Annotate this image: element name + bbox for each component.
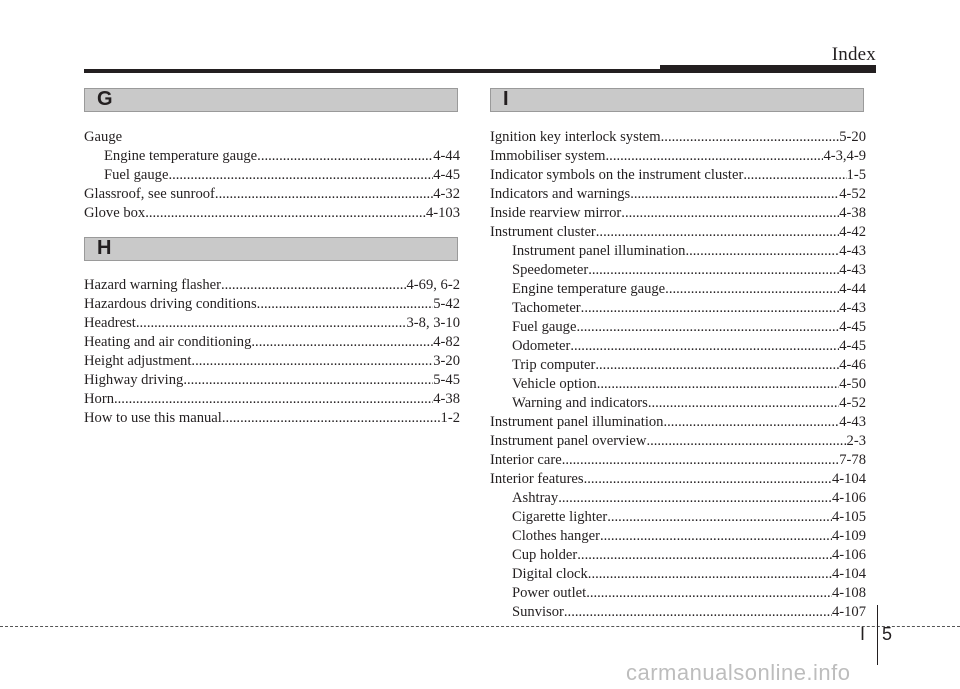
entry-page: 4-45 (839, 319, 866, 335)
index-entry (84, 295, 460, 314)
header-rule-accent (660, 65, 876, 73)
entry-label: Headrest (84, 315, 136, 331)
index-entry (84, 204, 460, 223)
index-entry (490, 128, 866, 147)
entry-page: 4-109 (831, 528, 866, 544)
entry-label: Digital clock (512, 566, 588, 582)
index-entry (512, 527, 866, 546)
entry-page: 4-43 (839, 262, 866, 278)
index-entry (490, 451, 866, 470)
entry-label: Glove box (84, 205, 146, 221)
entry-page: 4-103 (425, 205, 460, 221)
entry-page: 4-43 (839, 414, 866, 430)
entry-page: 4-3,4-9 (823, 148, 866, 164)
index-entry (490, 432, 866, 451)
entry-page: 4-107 (831, 604, 866, 620)
index-entry (490, 166, 866, 185)
entry-page: 4-104 (831, 566, 866, 582)
entry-page: 1-2 (440, 410, 460, 426)
section-header-h (84, 237, 458, 261)
entry-label: Ashtray (512, 490, 559, 506)
entry-label: Clothes hanger (512, 528, 600, 544)
index-entry (512, 356, 866, 375)
entry-label: Hazardous driving conditions (84, 296, 257, 312)
index-entry (512, 280, 866, 299)
entry-page: 4-38 (839, 205, 866, 221)
entry-page: 4-50 (839, 376, 866, 392)
index-entry (84, 390, 460, 409)
index-entry (84, 314, 460, 333)
page-number: 5 (882, 624, 893, 644)
entry-page: 3-8, 3-10 (406, 315, 460, 331)
entry-page: 4-46 (839, 357, 866, 373)
index-entry (490, 204, 866, 223)
entry-page: 4-108 (831, 585, 866, 601)
index-entry (84, 371, 460, 390)
footer-section-letter: I (860, 624, 866, 644)
index-entry (512, 489, 866, 508)
section-header-i (490, 88, 864, 112)
entry-page: 4-45 (433, 167, 460, 183)
index-entry (512, 318, 866, 337)
entry-label: Instrument panel overview (490, 433, 647, 449)
index-entry (490, 470, 866, 489)
index-entry (84, 276, 460, 295)
entry-page: 4-104 (831, 471, 866, 487)
entry-page: 5-45 (433, 372, 460, 388)
entry-page: 4-43 (839, 300, 866, 316)
footer-rule (0, 626, 960, 627)
index-entry (512, 508, 866, 527)
entry-label: Power outlet (512, 585, 587, 601)
entry-label: Inside rearview mirror (490, 205, 622, 221)
watermark: carmanualsonline.info (626, 660, 851, 685)
entry-page: 4-45 (839, 338, 866, 354)
index-entry (490, 147, 866, 166)
entry-label: Cigarette lighter (512, 509, 608, 525)
entry-label: Indicators and warnings (490, 186, 631, 202)
entry-page: 4-106 (831, 547, 866, 563)
section-letter: G (97, 88, 113, 110)
entry-label: Vehicle option (512, 376, 597, 392)
entry-label: Fuel gauge (512, 319, 577, 335)
index-entry (512, 584, 866, 603)
entry-page: 2-3 (846, 433, 866, 449)
entry-page: 1-5 (846, 167, 866, 183)
entry-page: 4-38 (433, 391, 460, 407)
section-header-g (84, 88, 458, 112)
entry-page: 4-52 (839, 395, 866, 411)
entry-label: Instrument cluster (490, 224, 596, 240)
index-entry (512, 546, 866, 565)
entry-label: How to use this manual (84, 410, 222, 426)
entry-label: Glassroof, see sunroof (84, 186, 215, 202)
entry-label: Height adjustment (84, 353, 192, 369)
entry-label: Tachometer (512, 300, 581, 316)
entry-label: Instrument panel illumination (512, 243, 686, 259)
entry-label: Ignition key interlock system (490, 129, 661, 145)
index-entry (84, 333, 460, 352)
entry-label: Horn (84, 391, 114, 407)
entry-page: 4-44 (839, 281, 866, 297)
page-title: Index (831, 44, 876, 65)
index-entry (512, 337, 866, 356)
entry-page: 4-69, 6-2 (406, 277, 460, 293)
index-entry (512, 261, 866, 280)
entry-page: 4-44 (433, 148, 460, 164)
index-entry (512, 299, 866, 318)
index-entry (104, 166, 460, 185)
index-entry (512, 394, 866, 413)
entry-page: 5-20 (839, 129, 866, 145)
section-letter: I (503, 88, 509, 110)
entry-label: Instrument panel illumination (490, 414, 664, 430)
entry-label: Sunvisor (512, 604, 564, 620)
entry-label: Gauge (84, 129, 123, 145)
entry-label: Fuel gauge (104, 167, 169, 183)
entry-label: Heating and air conditioning (84, 334, 252, 350)
entry-page: 4-106 (831, 490, 866, 506)
entry-label: Odometer (512, 338, 571, 354)
index-entry (84, 352, 460, 371)
entry-page: 4-52 (839, 186, 866, 202)
footer-divider (877, 605, 878, 665)
index-entry (84, 185, 460, 204)
entry-label: Engine temperature gauge (104, 148, 258, 164)
entry-page: 4-43 (839, 243, 866, 259)
entry-label: Highway driving (84, 372, 184, 388)
entry-page: 4-32 (433, 186, 460, 202)
entry-page: 5-42 (433, 296, 460, 312)
entry-page: 4-82 (433, 334, 460, 350)
index-entry (512, 242, 866, 261)
section-letter: H (97, 237, 112, 259)
entry-label: Interior care (490, 452, 562, 468)
index-entry (490, 413, 866, 432)
entry-label: Immobiliser system (490, 148, 606, 164)
entry-page: 4-42 (839, 224, 866, 240)
index-entry (84, 128, 460, 147)
entry-page: 3-20 (433, 353, 460, 369)
entry-label: Cup holder (512, 547, 578, 563)
index-entry (512, 375, 866, 394)
entry-page: 7-78 (839, 452, 866, 468)
entry-label: Hazard warning flasher (84, 277, 221, 293)
entry-label: Interior features (490, 471, 584, 487)
entry-page: 4-105 (831, 509, 866, 525)
entry-label: Warning and indicators (512, 395, 648, 411)
index-entry (104, 147, 460, 166)
index-entry (512, 603, 866, 622)
index-entry (490, 185, 866, 204)
entry-label: Engine temperature gauge (512, 281, 666, 297)
entry-label: Trip computer (512, 357, 596, 373)
entry-label: Speedometer (512, 262, 589, 278)
index-entry (490, 223, 866, 242)
entry-label: Indicator symbols on the instrument cluster (490, 167, 744, 183)
index-entry (84, 409, 460, 428)
index-entry (512, 565, 866, 584)
